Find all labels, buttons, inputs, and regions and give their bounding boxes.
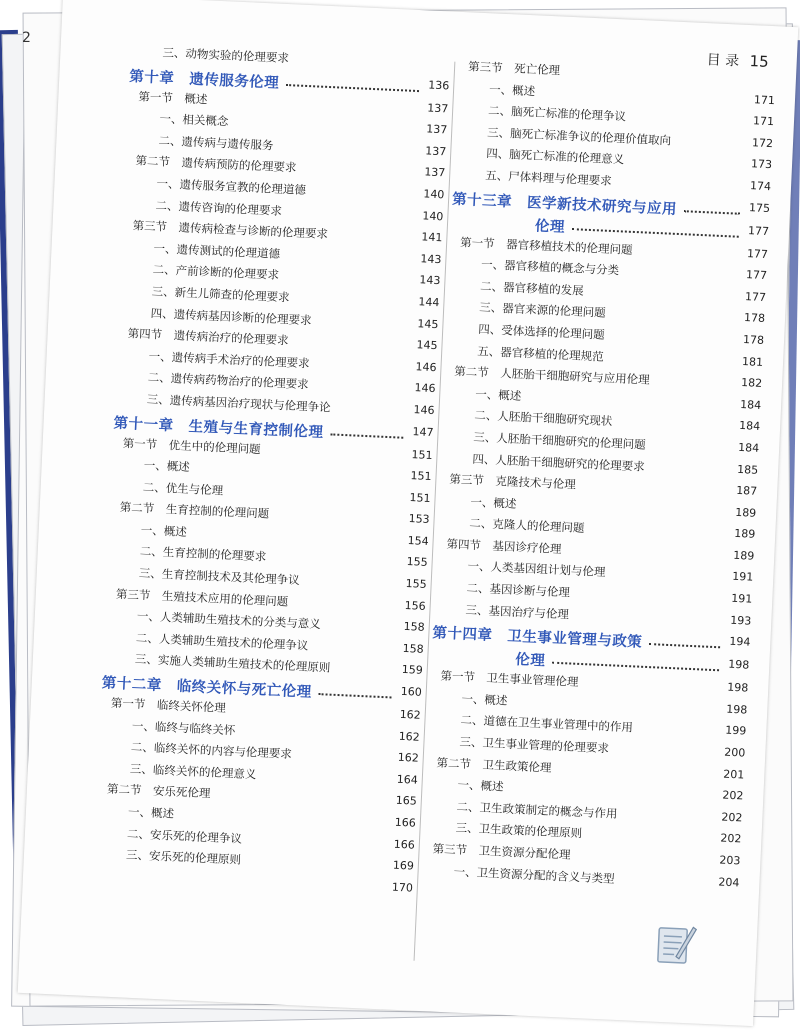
toc-entry-page: 202: [720, 831, 742, 846]
toc-entry-page: 151: [410, 469, 432, 484]
toc-entry-title: 第一节 卫生事业管理伦理: [440, 668, 579, 690]
toc-entry-title: 二、器官移植的发展: [479, 278, 584, 298]
toc-entry-title: 一、人类辅助生殖技术的分类与意义: [136, 609, 322, 632]
toc-entry-title: 伦理: [534, 218, 566, 236]
toc-entry-title: 一、概述: [127, 804, 175, 821]
toc-entry-title: 一、器官移植的概念与分类: [480, 257, 620, 278]
toc-entry-title: 二、人类辅助生殖技术的伦理争议: [135, 630, 309, 653]
toc-entry-page: 175: [748, 200, 771, 215]
toc-entry-page: 202: [722, 788, 744, 803]
toc-entry-page: 165: [395, 794, 418, 809]
toc-entry-page: 144: [418, 295, 440, 310]
toc-entry-page: 184: [737, 440, 760, 455]
toc-entry-title: 第十四章 卫生事业管理与政策: [432, 625, 643, 652]
toc-entry-title: 一、人类基因组计划与伦理: [467, 559, 606, 580]
toc-entry-page: 136: [428, 78, 450, 93]
toc-entry-title: 第二节 安乐死伦理: [106, 782, 211, 801]
toc-entry-title: 第四节 遗传病治疗的伦理要求: [127, 326, 289, 348]
toc-entry-page: 164: [396, 772, 419, 787]
toc-entry-page: 151: [409, 490, 431, 505]
toc-entry-page: 170: [391, 880, 414, 895]
toc-entry-page: 189: [733, 527, 756, 542]
toc-entry-title: 五、器官移植的伦理规范: [476, 343, 604, 364]
toc-leader-dots: [330, 433, 403, 438]
toc-entry-page: 194: [729, 634, 751, 649]
toc-entry-page: 171: [752, 114, 775, 129]
toc-entry-title: 二、遗传病药物治疗的伦理要求: [147, 370, 309, 392]
toc-entry-page: 184: [739, 397, 762, 412]
toc-entry-page: 137: [425, 144, 447, 159]
toc-entry-page: 153: [408, 512, 430, 527]
toc-leader-dots: [552, 662, 719, 672]
toc-entry-title: 三、实施人类辅助生殖技术的伦理原则: [134, 652, 331, 676]
toc-entry-page: 162: [398, 729, 421, 744]
toc-entry-page: 156: [404, 598, 426, 613]
toc-entry-title: 二、基因诊断与伦理: [466, 580, 571, 600]
toc-entry-title: 二、临终关怀的内容与伦理要求: [130, 739, 293, 762]
toc-entry-title: 第三节 克隆技术与伦理: [449, 471, 577, 492]
toc-entry-page: 174: [749, 179, 772, 194]
toc-entry-page: 143: [419, 273, 441, 288]
toc-entry-title: 三、动物实验的伦理要求: [162, 45, 290, 66]
toc-entry-title: 第三节 死亡伦理: [467, 59, 561, 78]
toc-entry-title: 三、遗传病基因治疗现状与伦理争论: [146, 391, 331, 415]
toc-entry-page: 169: [392, 858, 415, 873]
toc-entry-page: 166: [394, 815, 417, 830]
toc-entry-page: 145: [416, 338, 438, 353]
toc-entry-title: 二、优生与伦理: [142, 479, 224, 498]
toc-entry-title: 四、遗传病基因诊断的伦理要求: [150, 305, 312, 327]
underlying-page-number: 2: [22, 30, 31, 46]
toc-entry-title: 第一节 器官移植技术的伦理问题: [459, 234, 633, 257]
toc-entry-title: 三、卫生政策的伦理原则: [455, 820, 583, 841]
toc-entry-title: 第二节 卫生政策伦理: [436, 755, 552, 775]
toc-entry-page: 198: [726, 702, 748, 717]
toc-entry-page: 140: [423, 187, 445, 202]
toc-entry-page: 146: [413, 403, 435, 418]
toc-entry-page: 160: [400, 684, 423, 699]
toc-entry-title: 一、临终与临终关怀: [131, 718, 236, 738]
toc-entry-title: 伦理: [514, 652, 546, 670]
toc-entry-page: 166: [393, 837, 416, 852]
toc-entry-title: 一、概述: [143, 458, 191, 475]
toc-entry-title: 三、脑死亡标准争议的伦理价值取向: [486, 124, 672, 148]
toc-entry-title: 一、遗传病手术治疗的伦理要求: [148, 348, 310, 371]
toc-entry-page: 177: [745, 268, 768, 283]
toc-entry-title: 三、安乐死的伦理原则: [125, 847, 242, 867]
toc-entry-page: 159: [401, 663, 424, 678]
toc-entry-page: 151: [411, 447, 433, 462]
toc-entry-page: 155: [405, 577, 427, 591]
toc-entry-title: 第十一章 生殖与生育控制伦理: [113, 415, 324, 441]
toc-entry-page: 172: [751, 136, 774, 150]
toc-entry-page: 146: [414, 381, 436, 396]
toc-entry-page: 147: [412, 424, 434, 439]
toc-entry-page: 189: [732, 548, 755, 563]
toc-entry-title: 二、道德在卫生事业管理中的作用: [460, 713, 634, 735]
toc-entry-title: 一、概述: [457, 777, 504, 794]
toc-entry-page: 137: [426, 122, 448, 137]
toc-entry-page: 158: [402, 641, 424, 656]
toc-entry-title: 二、遗传病与遗传服务: [158, 133, 274, 153]
toc-leader-dots: [286, 84, 419, 92]
toc-entry-page: 162: [397, 751, 420, 765]
toc-entry-page: 171: [753, 92, 776, 107]
toc-entry-page: 187: [735, 483, 758, 498]
toc-entry-title: 第十三章 医学新技术研究与应用: [451, 191, 678, 218]
toc-entry-title: 二、人胚胎干细胞研究现状: [474, 408, 613, 429]
toc-entry-page: 198: [728, 657, 750, 672]
toc-entry-title: 三、器官来源的伦理问题: [478, 300, 606, 321]
toc-entry-title: 一、概述: [461, 691, 508, 708]
toc-entry-page: 145: [417, 316, 439, 331]
toc-entry-title: 三、新生儿筛查的伦理要求: [151, 284, 290, 305]
toc-entry-page: 177: [746, 246, 769, 261]
toc-entry-title: 第三节 遗传病检查与诊断的伦理要求: [132, 218, 329, 242]
toc-entry-page: 162: [399, 707, 421, 722]
toc-left-column: [93, 41, 451, 901]
toc-entry-title: 第一节 概述: [138, 88, 208, 107]
toc-entry-page: 177: [747, 223, 770, 238]
toc-entry-page: 141: [421, 230, 443, 245]
toc-entry-page: 181: [741, 354, 764, 369]
toc-entry-title: 一、卫生资源分配的含义与类型: [453, 864, 615, 886]
toc-entry-page: 178: [742, 332, 765, 347]
toc-entry-title: 三、人胚胎干细胞研究的伦理问题: [473, 429, 647, 452]
toc-entry-title: 一、概述: [475, 386, 522, 403]
toc-entry-page: 143: [420, 252, 442, 267]
toc-entry-title: 一、相关概念: [159, 111, 229, 129]
toc-entry-title: 二、安乐死的伦理争议: [126, 826, 243, 846]
toc-entry-title: 一、概述: [470, 494, 517, 511]
toc-leader-dots: [649, 643, 720, 648]
toc-entry-title: 第十二章 临终关怀与死亡伦理: [101, 675, 312, 701]
toc-entry-page: 189: [734, 505, 757, 520]
toc-entry-title: 五、尸体料理与伦理要求: [484, 168, 612, 188]
toc-entry-title: 三、卫生事业管理的伦理要求: [459, 734, 610, 756]
toc-page: [18, 0, 799, 1026]
toc-entry-page: 177: [744, 289, 767, 304]
toc-entry-page: 137: [426, 101, 449, 115]
toc-entry-page: 201: [723, 767, 745, 782]
toc-entry-title: 第三节 卫生资源分配伦理: [432, 841, 571, 862]
toc-entry-title: 三、生育控制技术及其伦理争议: [138, 565, 301, 588]
toc-entry-title: 第十章 遗传服务伦理: [129, 68, 280, 92]
toc-entry-page: 199: [725, 724, 747, 739]
toc-entry-title: 一、遗传服务宣教的伦理道德: [156, 176, 307, 198]
header-label: 目 录: [706, 52, 740, 70]
toc-entry-page: 140: [422, 208, 444, 223]
toc-entry-page: 202: [721, 810, 743, 825]
toc-entry-page: 184: [738, 419, 761, 434]
toc-entry-title: 一、概述: [488, 81, 536, 98]
toc-entry-title: 四、人胚胎干细胞研究的伦理要求: [472, 451, 646, 474]
toc-entry-page: 146: [415, 359, 437, 374]
header-page-number: 15: [749, 52, 770, 71]
toc-entry-page: 185: [736, 462, 759, 477]
toc-entry-title: 第二节 遗传病预防的伦理要求: [135, 153, 297, 175]
toc-entry-page: 193: [730, 613, 752, 628]
toc-entry-title: 四、受体选择的伦理问题: [477, 321, 605, 342]
toc-entry-title: 二、产前诊断的伦理要求: [152, 262, 280, 283]
toc-entry-title: 第一节 临终关怀伦理: [110, 695, 227, 715]
notebook-pencil-icon: [656, 920, 698, 968]
toc-entry-title: 第三节 生殖技术应用的伦理问题: [115, 586, 289, 609]
toc-entry-page: 158: [403, 620, 425, 635]
toc-entry-title: 第二节 人胚胎干细胞研究与应用伦理: [454, 364, 650, 387]
toc-entry-page: 198: [726, 680, 749, 695]
toc-right-column: [421, 56, 776, 896]
toc-entry-page: 191: [732, 570, 754, 585]
toc-entry-title: 一、概述: [140, 522, 188, 539]
toc-entry-title: 二、生育控制的伦理要求: [139, 544, 267, 565]
toc-entry-page: 178: [743, 311, 766, 326]
toc-entry-page: 200: [724, 745, 746, 760]
toc-entry-page: 204: [718, 875, 740, 890]
toc-entry-page: 155: [406, 555, 428, 570]
toc-entry-page: 191: [731, 591, 753, 606]
toc-entry-title: 二、脑死亡标准的伦理争议: [487, 103, 627, 124]
toc-entry-title: 二、克隆人的伦理问题: [469, 516, 585, 536]
toc-entry-title: 第二节 生育控制的伦理问题: [119, 500, 270, 521]
toc-entry-title: 二、遗传咨询的伦理要求: [155, 197, 283, 218]
toc-leader-dots: [318, 693, 391, 698]
toc-entry-page: 154: [407, 533, 429, 548]
toc-entry-title: 一、遗传测试的伦理道德: [153, 240, 281, 261]
toc-leader-dots: [684, 210, 740, 215]
toc-entry-title: 第四节 基因诊疗伦理: [446, 536, 562, 556]
toc-entry-title: 四、脑死亡标准的伦理意义: [485, 146, 625, 167]
toc-leader-dots: [572, 228, 739, 238]
toc-entry-title: 三、临终关怀的伦理意义: [129, 761, 257, 782]
toc-entry-title: 三、基因治疗与伦理: [465, 602, 570, 622]
toc-entry-page: 173: [750, 157, 773, 172]
toc-entry-page: 203: [719, 853, 741, 868]
toc-entry-title: 二、卫生政策制定的概念与作用: [456, 799, 618, 821]
toc-entry-title: 第一节 优生中的伦理问题: [122, 435, 261, 456]
toc-entry-page: 182: [740, 376, 763, 391]
toc-entry-page: 137: [424, 165, 446, 180]
